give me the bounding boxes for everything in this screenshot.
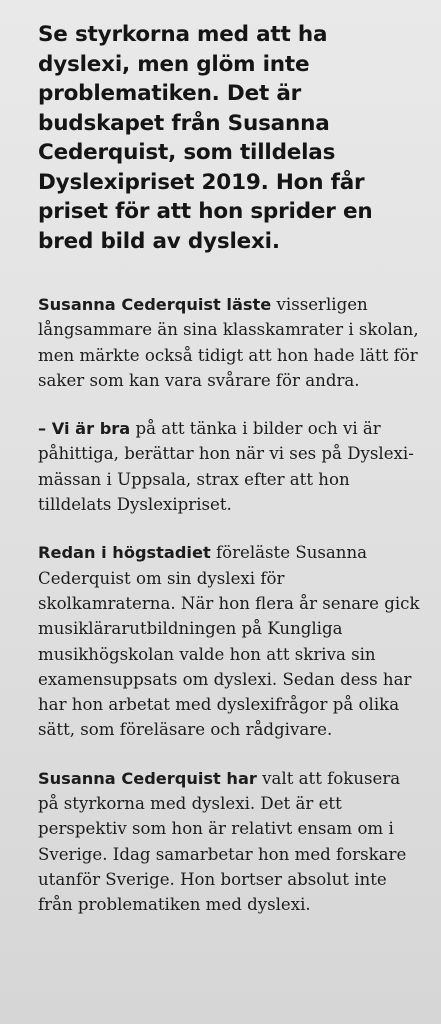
paragraph-text: på att tänka i bilder och vi är påhittiga, berättar hon när vi ses på Dysleximässan i Uppsala, strax efter att hon tilldelats Dyslexipriset. [38,419,414,515]
article-paragraph [38,766,421,918]
paragraph-lead: – Vi är bra [38,419,131,439]
paragraph-text: föreläste Susanna Cederquist om sin dyslexi för skolkamraterna. När hon flera år senare gick musiklärarutbildningen på Kungliga musikhögskolan valde hon att skriva sin examensuppsats om dyslexi. Sedan dess har har hon arbetat med dyslexifrågor på olika sätt, som föreläsare och rådgivare. [38,543,420,740]
paragraph-lead: Susanna Cederquist har [38,768,257,788]
paragraph-text: visserligen långsammare än sina klasskamrater i skolan, men märkte också tidigt att hon hade lätt för saker som kan vara svårare för andra. [38,295,419,390]
article-paragraph [38,292,421,393]
article-paragraph [38,540,421,742]
paragraph-lead: Susanna Cederquist läste [38,295,272,314]
article-ingress: Se styrkorna med att ha dyslexi, men glöm inte problematiken. Det är budskapet från Susanna Cederquist, som tilldelas Dyslexipriset 2019. Hon får priset för att hon sprider en bred bild av dyslexi. [38,22,373,254]
article-paragraph [38,416,421,517]
paragraph-lead: Redan i högstadiet [38,543,211,563]
paragraph-text: valt att fokusera på styrkorna med dyslexi. Det är ett perspektiv som hon är relativt ensam om i Sverige. Idag samarbetar hon med forskare utanför Sverige. Hon bortser absolut inte från problematiken med dyslexi. [38,768,407,915]
